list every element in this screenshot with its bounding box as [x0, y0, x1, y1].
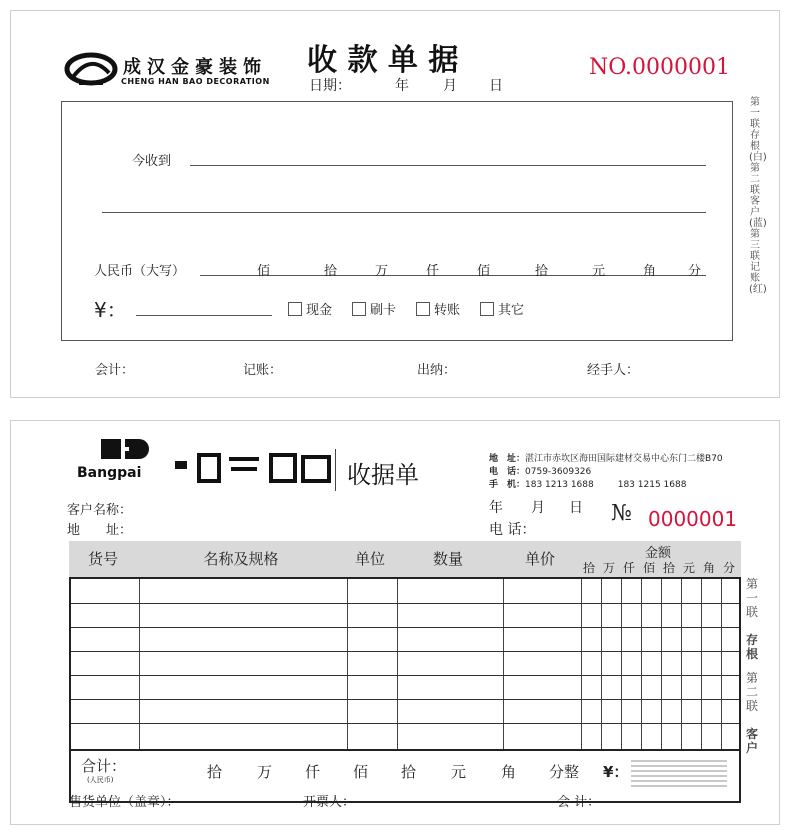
total-unit-6: 角 [501, 763, 517, 781]
transfer-checkbox[interactable] [416, 302, 430, 316]
card-checkbox[interactable] [352, 302, 366, 316]
col-code: 货号 [87, 550, 118, 568]
sign-accountant-2: 会 计： [557, 795, 601, 810]
side-copies-text: 第一联存根(白) 第二联客户(蓝) 第三联记账(红) [749, 97, 767, 295]
sign-accountant: 会计： [95, 363, 135, 378]
amt-unit-2: 仟 [623, 561, 636, 575]
unit-bai-2: 佰 [477, 264, 491, 279]
table-header [69, 541, 741, 577]
brand-name: Bangpai [77, 465, 142, 481]
unit-qian: 仟 [426, 264, 440, 279]
total-yen-label: ¥： [603, 763, 629, 781]
unit-wan: 万 [375, 264, 389, 279]
address-label: 地 址： [489, 454, 526, 464]
table-row [71, 627, 739, 628]
total-row-border [71, 749, 739, 751]
customer-label: 客户名称： [67, 503, 133, 518]
date-year-2: 年 [489, 500, 503, 516]
received-line-1 [190, 165, 706, 166]
table-row [71, 675, 739, 676]
total-unit-7: 分整 [549, 763, 580, 781]
col-price: 单价 [524, 550, 555, 568]
card-label: 刷卡 [370, 303, 397, 318]
date-month-2: 月 [531, 500, 545, 516]
received-line-2 [102, 212, 706, 213]
mobile-value-1: 183 1213 1688 [525, 480, 594, 490]
table-row [71, 651, 739, 652]
table-row [71, 723, 739, 724]
receipt-body-box [61, 101, 733, 341]
address-field-label: 地 址： [67, 523, 133, 538]
col-qty: 数量 [432, 550, 463, 568]
date-day: 日 [489, 78, 503, 94]
total-unit-0: 拾 [207, 763, 223, 781]
option-transfer[interactable] [416, 299, 460, 318]
amt-unit-0: 拾 [583, 561, 596, 575]
logo-cn-text: 成汉金豪装饰 [123, 57, 267, 78]
yen-line [136, 315, 272, 316]
amt-unit-5: 元 [683, 561, 696, 575]
table-row [71, 699, 739, 700]
date-year: 年 [395, 78, 409, 94]
receipt2-number: 0000001 [648, 507, 738, 531]
option-card[interactable] [352, 299, 396, 318]
option-other[interactable] [480, 299, 524, 318]
cash-label: 现金 [306, 303, 333, 318]
unit-fen: 分 [688, 264, 702, 279]
amt-unit-4: 拾 [663, 561, 676, 575]
phone-value: 0759-3609326 [525, 467, 592, 477]
amt-unit-7: 分 [723, 561, 736, 575]
receipt-top [10, 10, 780, 398]
sign-cashier: 出纳： [417, 363, 457, 378]
items-table [69, 577, 741, 803]
logo-swirl-icon [63, 47, 119, 99]
total-unit-3: 佰 [353, 763, 369, 781]
total-unit-1: 万 [257, 763, 273, 781]
unit-shi-2: 拾 [535, 264, 549, 279]
amt-unit-6: 角 [703, 561, 716, 575]
phone-label: 电 话： [489, 467, 526, 477]
brand-graphic [175, 451, 335, 489]
date-day-2: 日 [569, 500, 583, 516]
title-divider [335, 449, 336, 491]
sign-issuer: 开票人： [303, 795, 356, 810]
received-label: 今收到 [132, 154, 172, 169]
other-checkbox[interactable] [480, 302, 494, 316]
receipt2-title: 收据单 [347, 461, 419, 489]
side-copy-1: 第一联 [745, 577, 758, 619]
receipt-bottom [10, 420, 780, 825]
total-sub-label: (人民币) [87, 776, 114, 784]
rmb-label: 人民币（大写） [94, 264, 186, 279]
total-unit-4: 拾 [401, 763, 417, 781]
unit-jiao: 角 [643, 264, 657, 279]
sign-seller: 售货单位（盖章）： [69, 795, 180, 810]
sign-handler: 经手人： [587, 363, 640, 378]
total-label: 合计： [81, 757, 127, 775]
mobile-value-2: 183 1215 1688 [617, 480, 687, 490]
unit-yuan: 元 [592, 264, 606, 279]
unit-shi-1: 拾 [324, 264, 338, 279]
table-row [71, 603, 739, 604]
amt-unit-3: 佰 [643, 561, 656, 575]
amt-unit-1: 万 [603, 561, 616, 575]
other-label: 其它 [498, 303, 525, 318]
col-amount-label: 金额 [645, 546, 672, 561]
side-copy-3: 第二联 [745, 671, 758, 713]
col-unit: 单位 [354, 550, 385, 568]
total-yen-field[interactable] [631, 757, 727, 789]
option-cash[interactable] [288, 299, 332, 318]
receipt-number: NO.0000001 [589, 55, 730, 80]
contact-block [489, 453, 723, 492]
cash-checkbox[interactable] [288, 302, 302, 316]
mobile-label: 手 机： [489, 480, 526, 490]
total-unit-2: 仟 [305, 763, 321, 781]
unit-bai-1: 佰 [257, 264, 271, 279]
receipt-title: 收 款 单 据 [307, 43, 459, 78]
date-label: 日期： [309, 78, 351, 94]
side-copy-4: 客户 [745, 727, 758, 755]
total-unit-5: 元 [451, 763, 467, 781]
logo-en-text: CHENG HAN BAO DECORATION [121, 77, 270, 86]
date-month: 月 [443, 78, 457, 94]
col-name: 名称及规格 [203, 550, 279, 568]
side-copy-2: 存根 [745, 633, 758, 661]
tel-field-label: 电 话： [489, 522, 536, 538]
yen-label: ¥： [94, 298, 127, 322]
sign-bookkeeper: 记账： [243, 363, 283, 378]
no-symbol: № [611, 501, 632, 526]
rmb-line [200, 275, 706, 276]
transfer-label: 转账 [434, 303, 461, 318]
address-value: 湛江市赤坎区海田国际建材交易中心东门二楼B70 [525, 454, 723, 464]
amount-units-header [579, 559, 741, 577]
